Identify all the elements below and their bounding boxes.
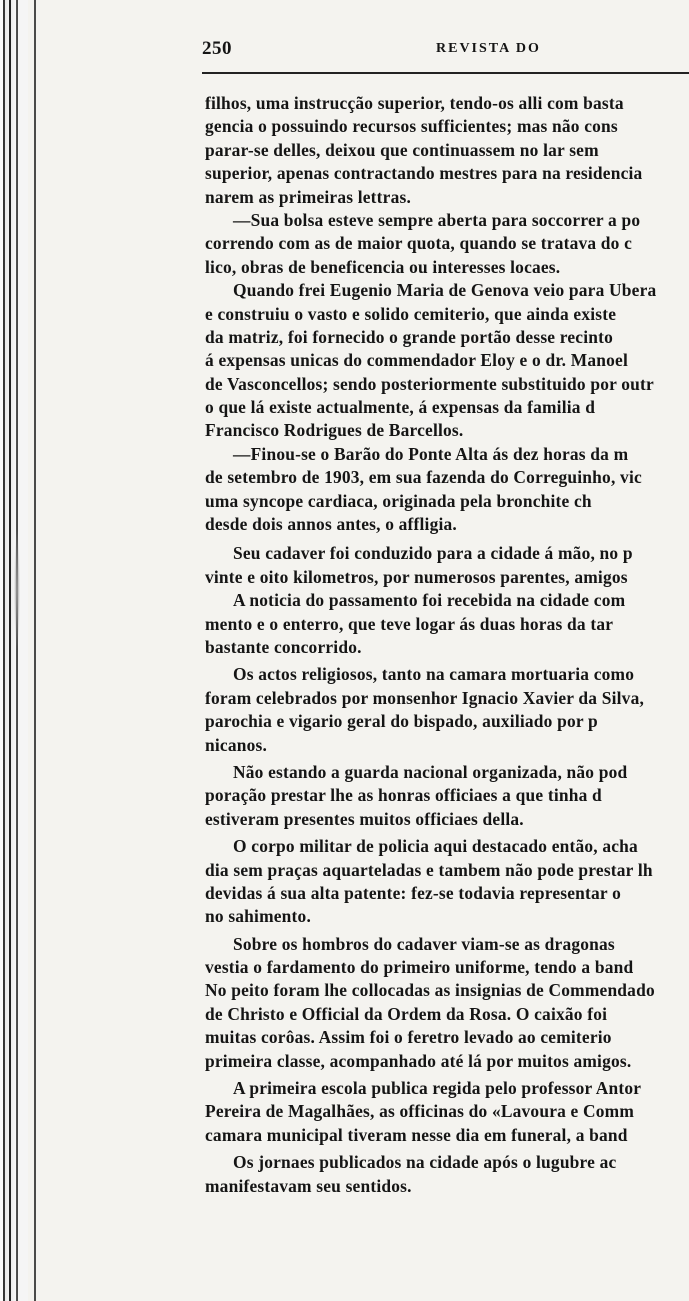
paragraph <box>205 663 689 757</box>
paragraph <box>205 933 689 1073</box>
text-line: bastante concorrido. <box>205 636 362 657</box>
text-line: Não estando a guarda nacional organizada, não pod <box>233 761 628 782</box>
text-line: á expensas unicas do commendador Eloy e o dr. Manoel <box>205 350 628 371</box>
text-line: O corpo militar de policia aqui destacado então, acha <box>233 836 638 857</box>
paragraph <box>205 542 689 589</box>
body-text <box>205 92 689 1198</box>
text-line: primeira classe, acompanhado até lá por muitos amigos. <box>205 1050 632 1071</box>
text-line: —Finou-se o Barão do Ponte Alta ás dez horas da m <box>233 443 629 464</box>
text-line: Os actos religiosos, tanto na camara mortuaria como <box>233 664 635 685</box>
text-line: Seu cadaver foi conduzido para a cidade á mão, no p <box>233 543 633 564</box>
text-line: mento e o enterro, que teve logar ás duas horas da tar <box>205 613 614 634</box>
header-rule <box>202 72 689 74</box>
text-line: Os jornaes publicados na cidade após o lugubre ac <box>233 1152 617 1173</box>
text-line: dia sem praças aquarteladas e tambem não pode prestar lh <box>205 859 653 880</box>
text-line: Quando frei Eugenio Maria de Genova veio para Ubera <box>233 280 657 301</box>
text-line: vinte e oito kilometros, por numerosos parentes, amigos <box>205 566 628 587</box>
text-line: nicanos. <box>205 734 268 755</box>
page-number: 250 <box>202 38 232 59</box>
text-line: parochia e vigario geral do bispado, auxiliado por p <box>205 711 598 732</box>
text-line: parar-se delles, deixou que continuassem no lar sem <box>205 139 599 160</box>
text-line: de Vasconcellos; sendo posteriormente substituido por outr <box>205 373 654 394</box>
text-line: correndo com as de maior quota, quando se tratava do c <box>205 233 633 254</box>
binding-shadow-line <box>34 0 36 1301</box>
text-line: —Sua bolsa esteve sempre aberta para soccorrer a po <box>233 209 641 230</box>
text-line: Francisco Rodrigues de Barcellos. <box>205 420 464 441</box>
text-line: A primeira escola publica regida pelo professor Antor <box>233 1078 642 1099</box>
text-line: gencia o possuindo recursos sufficientes; mas não cons <box>205 116 618 137</box>
paragraph <box>205 1077 689 1147</box>
text-line: foram celebrados por monsenhor Ignacio Xavier da Silva, <box>205 687 645 708</box>
text-line: A noticia do passamento foi recebida na cidade com <box>233 590 626 611</box>
text-line: lico, obras de beneficencia ou interesses locaes. <box>205 256 561 277</box>
page-header <box>202 38 689 66</box>
paragraph <box>205 92 689 209</box>
text-line: uma syncope cardiaca, originada pela bronchite ch <box>205 490 592 511</box>
paragraph <box>205 209 689 279</box>
text-line: poração prestar lhe as honras officiaes a que tinha d <box>205 785 602 806</box>
text-line: estiveram presentes muitos officiaes della. <box>205 808 524 829</box>
text-line: superior, apenas contractando mestres para na residencia <box>205 163 643 184</box>
text-line: no sahimento. <box>205 906 311 927</box>
text-line: de Christo e Official da Ordem da Rosa. O caixão foi <box>205 1003 608 1024</box>
book-binding-edge <box>0 0 28 1301</box>
text-line: vestia o fardamento do primeiro uniforme, tendo a band <box>205 957 634 978</box>
text-line: o que lá existe actualmente, á expensas da familia d <box>205 397 596 418</box>
paragraph <box>205 443 689 537</box>
text-line: manifestavam seu sentidos. <box>205 1175 412 1196</box>
text-line: desde dois annos antes, o affligia. <box>205 514 457 535</box>
scan-smudge <box>14 530 20 650</box>
paragraph <box>205 589 689 659</box>
text-line: muitas corôas. Assim foi o feretro levado ao cemiterio <box>205 1027 612 1048</box>
running-head: REVISTA DO <box>436 41 541 56</box>
text-line: e construiu o vasto e solido cemiterio, que ainda existe <box>205 303 617 324</box>
text-line: de setembro de 1903, em sua fazenda do Correguinho, vic <box>205 467 642 488</box>
paragraph <box>205 279 689 443</box>
text-line: Pereira de Magalhães, as officinas do «Lavoura e Comm <box>205 1101 635 1122</box>
paragraph <box>205 761 689 831</box>
paragraph <box>205 1151 689 1198</box>
text-line: camara municipal tiveram nesse dia em funeral, a band <box>205 1124 628 1145</box>
text-line: da matriz, foi fornecido o grande portão desse recinto <box>205 326 613 347</box>
text-line: devidas á sua alta patente: fez-se todavia representar o <box>205 882 621 903</box>
text-line: Sobre os hombros do cadaver viam-se as dragonas <box>233 933 615 954</box>
text-line: filhos, uma instrucção superior, tendo-os alli com basta <box>205 93 624 113</box>
text-line: No peito foram lhe collocadas as insignias de Commendado <box>205 980 655 1001</box>
paragraph <box>205 835 689 929</box>
text-line: narem as primeiras lettras. <box>205 186 411 207</box>
